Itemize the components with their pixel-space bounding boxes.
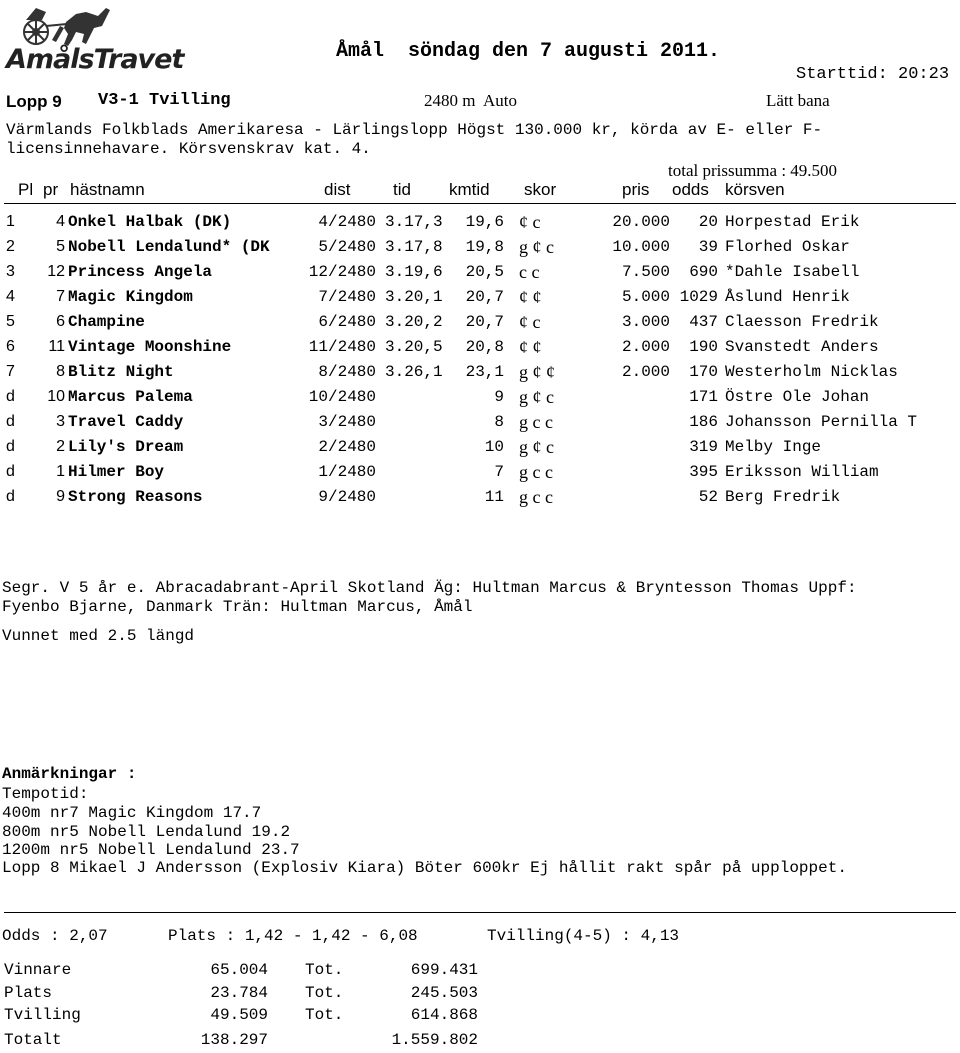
odds: 437	[689, 313, 718, 331]
remarks-line: 400m nr7 Magic Kingdom 17.7	[2, 804, 262, 822]
horse-name: Vintage Moonshine	[68, 338, 232, 356]
distance: 5/2480	[318, 238, 376, 256]
col-pris: pris	[622, 180, 650, 199]
col-odds: odds	[672, 180, 709, 199]
horse-name: Lily's Dream	[68, 438, 184, 456]
turnover-tot-label: Tot.	[305, 1006, 344, 1024]
time: 3.17,3	[385, 213, 443, 231]
distance: 6/2480	[318, 313, 376, 331]
shoes: c c	[519, 262, 540, 282]
remarks-line: 1200m nr5 Nobell Lendalund 23.7	[2, 841, 300, 859]
placing: d	[6, 488, 15, 505]
placing: d	[6, 463, 15, 480]
turnover-row	[0, 961, 960, 983]
post-position: 10	[47, 388, 65, 405]
post-position: 8	[56, 363, 65, 380]
turnover-tot-label: Tot.	[305, 961, 344, 979]
turnover-total: 245.503	[410, 984, 478, 1002]
remarks-line: 800m nr5 Nobell Lendalund 19.2	[2, 823, 291, 841]
col-pr: pr	[43, 180, 59, 199]
horse-name: Hilmer Boy	[68, 463, 165, 481]
driver: *Dahle Isabell	[725, 263, 860, 281]
turnover-label: Tvilling	[4, 1006, 81, 1024]
km-time: 19,6	[465, 213, 504, 231]
horse-name: Magic Kingdom	[68, 288, 193, 306]
winning-margin: Vunnet med 2.5 längd	[2, 627, 195, 645]
placing: 1	[6, 213, 15, 230]
prize: 5.000	[621, 288, 670, 306]
placing: 3	[6, 263, 15, 280]
col-dist: dist	[324, 180, 351, 199]
shoes: g ¢ ¢	[519, 362, 555, 382]
table-row	[0, 338, 960, 360]
table-row	[0, 313, 960, 335]
turnover-row	[0, 984, 960, 1006]
horse-name: Blitz Night	[68, 363, 174, 381]
remarks-line: Tempotid:	[2, 785, 89, 803]
time: 3.20,5	[385, 338, 443, 356]
table-row	[0, 213, 960, 235]
distance: 7/2480	[318, 288, 376, 306]
page-title: Åmål söndag den 7 augusti 2011.	[336, 40, 721, 63]
km-time: 20,7	[465, 288, 504, 306]
placing: 7	[6, 363, 15, 380]
placing: d	[6, 438, 15, 455]
km-time: 11	[484, 488, 504, 506]
horse-name: Champine	[68, 313, 145, 331]
race-description-line2: licensinnehavare. Körsvenskrav kat. 4.	[6, 140, 371, 158]
distance: 4/2480	[318, 213, 376, 231]
distance: 1/2480	[318, 463, 376, 481]
table-row	[0, 288, 960, 310]
table-row	[0, 488, 960, 510]
remarks-heading: Anmärkningar :	[2, 765, 137, 783]
turnover-amount: 65.004	[210, 961, 268, 979]
turnover-row	[0, 1031, 960, 1053]
odds: 319	[689, 438, 718, 456]
race-number: Lopp 9	[6, 92, 62, 111]
remarks-line: Lopp 8 Mikael J Andersson (Explosiv Kiara) Böter 600kr Ej hållit rakt spår på upploppet.	[2, 859, 847, 877]
km-time: 20,7	[465, 313, 504, 331]
odds-rule	[4, 912, 956, 913]
odds: 39	[698, 238, 718, 256]
driver: Berg Fredrik	[725, 488, 841, 506]
shoes: g c c	[519, 487, 553, 507]
table-row	[0, 388, 960, 410]
shoes: g c c	[519, 412, 553, 432]
odds-twin: Tvilling(4-5) : 4,13	[487, 927, 680, 945]
odds: 395	[689, 463, 718, 481]
turnover-amount: 49.509	[210, 1006, 268, 1024]
turnover-label: Totalt	[4, 1031, 62, 1049]
column-headers	[0, 180, 960, 202]
distance: 9/2480	[318, 488, 376, 506]
shoes: ¢ ¢	[519, 337, 542, 357]
post-position: 7	[56, 288, 65, 305]
table-row	[0, 238, 960, 260]
race-distance: 2480 m Auto	[424, 91, 518, 110]
placing: d	[6, 388, 15, 405]
logo	[6, 2, 184, 80]
driver: Claesson Fredrik	[725, 313, 879, 331]
post-position: 1	[56, 463, 65, 480]
turnover-amount: 23.784	[210, 984, 268, 1002]
prize: 2.000	[621, 363, 670, 381]
odds: 690	[689, 263, 718, 281]
table-row	[0, 438, 960, 460]
km-time: 20,8	[465, 338, 504, 356]
driver: Eriksson William	[725, 463, 879, 481]
post-position: 9	[56, 488, 65, 505]
table-row	[0, 263, 960, 285]
placing: 6	[6, 338, 15, 355]
total-prize: total prissumma : 49.500	[668, 161, 838, 180]
col-pl: Pl	[18, 180, 34, 199]
post-position: 4	[56, 213, 65, 230]
time: 3.26,1	[385, 363, 443, 381]
race-description-line1: Värmlands Folkblads Amerikaresa - Lärlingslopp Högst 130.000 kr, körda av E- eller F-	[6, 121, 823, 139]
prize: 10.000	[612, 238, 670, 256]
horse-name: Strong Reasons	[68, 488, 203, 506]
time: 3.20,2	[385, 313, 443, 331]
header-rule	[4, 203, 956, 204]
post-position: 5	[56, 238, 65, 255]
col-tid: tid	[393, 180, 411, 199]
horse-name: Onkel Halbak (DK)	[68, 213, 232, 231]
distance: 3/2480	[318, 413, 376, 431]
odds-winner: Odds : 2,07	[2, 927, 108, 945]
horse-name: Marcus Palema	[68, 388, 193, 406]
race-name: V3-1 Tvilling	[98, 91, 231, 110]
start-time: Starttid: 20:23	[796, 65, 950, 84]
turnover-tot-label: Tot.	[305, 984, 344, 1002]
distance: 12/2480	[308, 263, 376, 281]
prize: 20.000	[612, 213, 670, 231]
distance: 8/2480	[318, 363, 376, 381]
distance: 11/2480	[308, 338, 376, 356]
logo-text: AmålsTravet	[6, 44, 184, 75]
placing: 2	[6, 238, 15, 255]
time: 3.19,6	[385, 263, 443, 281]
post-position: 3	[56, 413, 65, 430]
odds: 186	[689, 413, 718, 431]
km-time: 9	[494, 388, 504, 406]
distance: 2/2480	[318, 438, 376, 456]
time: 3.20,1	[385, 288, 443, 306]
km-time: 19,8	[465, 238, 504, 256]
post-position: 2	[56, 438, 65, 455]
driver: Åslund Henrik	[725, 288, 850, 306]
driver: Westerholm Nicklas	[725, 363, 898, 381]
km-time: 23,1	[465, 363, 504, 381]
km-time: 20,5	[465, 263, 504, 281]
driver: Melby Inge	[725, 438, 822, 456]
horse-name: Travel Caddy	[68, 413, 184, 431]
driver: Horpestad Erik	[725, 213, 860, 231]
track-condition: Lätt bana	[766, 91, 830, 110]
km-time: 7	[494, 463, 504, 481]
prize: 3.000	[621, 313, 670, 331]
km-time: 8	[494, 413, 504, 431]
odds-place: Plats : 1,42 - 1,42 - 6,08	[168, 927, 418, 945]
shoes: g ¢ c	[519, 387, 554, 407]
odds: 190	[689, 338, 718, 356]
driver: Johansson Pernilla T	[725, 413, 918, 431]
winner-info-line1: Segr. V 5 år e. Abracadabrant-April Skotland Äg: Hultman Marcus & Bryntesson Thomas Uppf:	[2, 579, 857, 597]
shoes: g ¢ c	[519, 437, 554, 457]
shoes: g ¢ c	[519, 237, 554, 257]
driver: Östre Ole Johan	[725, 388, 870, 406]
winner-info-line2: Fyenbo Bjarne, Danmark Trän: Hultman Marcus, Åmål	[2, 598, 473, 616]
horse-name: Princess Angela	[68, 263, 213, 281]
col-kmtid: kmtid	[449, 180, 490, 199]
odds: 20	[698, 213, 718, 231]
distance: 10/2480	[308, 388, 376, 406]
col-korsven: körsven	[725, 180, 785, 199]
col-name: hästnamn	[70, 180, 145, 199]
turnover-total: 1.559.802	[391, 1031, 478, 1049]
turnover-row	[0, 1006, 960, 1028]
placing: 4	[6, 288, 15, 305]
odds: 170	[689, 363, 718, 381]
prize: 7.500	[621, 263, 670, 281]
shoes: ¢ c	[519, 312, 541, 332]
odds: 52	[698, 488, 718, 506]
placing: d	[6, 413, 15, 430]
table-row	[0, 463, 960, 485]
turnover-total: 614.868	[410, 1006, 478, 1024]
prize: 2.000	[621, 338, 670, 356]
table-row	[0, 363, 960, 385]
turnover-label: Vinnare	[4, 961, 72, 979]
shoes: ¢ c	[519, 212, 541, 232]
turnover-label: Plats	[4, 984, 53, 1002]
post-position: 6	[56, 313, 65, 330]
km-time: 10	[484, 438, 504, 456]
turnover-total: 699.431	[410, 961, 478, 979]
table-row	[0, 413, 960, 435]
turnover-amount: 138.297	[200, 1031, 268, 1049]
horse-name: Nobell Lendalund* (DK	[68, 238, 270, 256]
odds: 171	[689, 388, 718, 406]
post-position: 12	[47, 263, 65, 280]
time: 3.17,8	[385, 238, 443, 256]
odds: 1029	[679, 288, 718, 306]
shoes: g c c	[519, 462, 553, 482]
driver: Svanstedt Anders	[725, 338, 879, 356]
col-skor: skor	[524, 180, 557, 199]
placing: 5	[6, 313, 15, 330]
post-position: 11	[48, 338, 65, 355]
driver: Florhed Oskar	[725, 238, 850, 256]
shoes: ¢ ¢	[519, 287, 542, 307]
